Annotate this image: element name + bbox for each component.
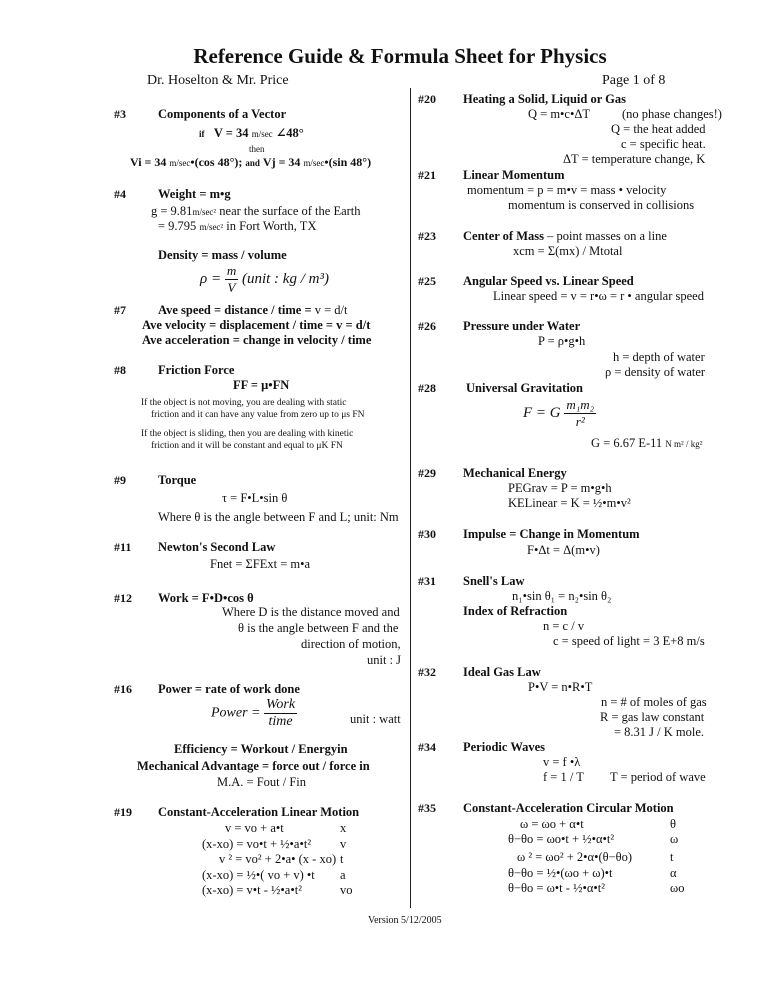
section-number: #19 xyxy=(114,805,132,819)
period-note: T = period of wave xyxy=(610,770,706,784)
section-number: #9 xyxy=(114,473,126,487)
section-number: #32 xyxy=(418,665,436,679)
angular-speed-formula: Linear speed = v = r•ω = r • angular speed xyxy=(493,289,704,303)
ma-formula: M.A. = Fout / Fin xyxy=(217,775,307,789)
density-heading: Density = mass / volume xyxy=(158,248,287,262)
missing-variable: α xyxy=(670,866,677,880)
gravitational-constant: G = 6.67 E-11 N m² / kg² xyxy=(591,436,703,450)
section-number: #7 xyxy=(114,303,126,317)
gas-constant: = 8.31 J / K mole. xyxy=(614,725,705,739)
heat-formula: Q = m•c•ΔT xyxy=(528,107,591,121)
work-note: direction of motion, xyxy=(301,637,401,651)
missing-variable: a xyxy=(340,868,346,882)
work-note: Where D is the distance moved and xyxy=(222,605,400,619)
column-divider xyxy=(410,88,411,908)
section-number: #23 xyxy=(418,229,436,243)
authors: Dr. Hoselton & Mr. Price xyxy=(147,73,289,88)
velocity-formula: Ave velocity = displacement / time = v = d/t xyxy=(142,318,371,332)
pressure-variable: h = depth of water xyxy=(613,350,705,364)
section-number: #28 xyxy=(418,381,436,395)
gravity-fort-worth: = 9.795 m/sec² in Fort Worth, TX xyxy=(158,219,317,233)
section-number: #3 xyxy=(114,107,126,121)
heat-variable: ΔT = temperature change, K xyxy=(563,152,706,166)
section-heading: Linear Momentum xyxy=(463,168,565,182)
section-heading: Torque xyxy=(158,473,197,487)
section-number: #25 xyxy=(418,274,436,288)
section-heading: Constant-Acceleration Circular Motion xyxy=(463,801,674,815)
kinetic-friction-note: If the object is sliding, then you are dealing with kinetic xyxy=(141,429,354,439)
section-number: #20 xyxy=(418,92,436,106)
section-number: #8 xyxy=(114,363,126,377)
phase-note: (no phase changes!) xyxy=(622,107,722,121)
section-heading: Friction Force xyxy=(158,363,235,377)
section-heading: Heating a Solid, Liquid or Gas xyxy=(463,92,627,106)
refraction-formula: n = c / v xyxy=(543,619,585,633)
circular-equation: ω ² = ωo² + 2•α•(θ−θo) xyxy=(517,850,633,864)
section-heading: Impulse = Change in Momentum xyxy=(463,527,640,541)
wave-formula: v = f •λ xyxy=(543,755,581,769)
section-number: #21 xyxy=(418,168,436,182)
section-heading: Center of Mass – point masses on a line xyxy=(463,229,667,243)
heat-variable: Q = the heat added xyxy=(611,122,706,136)
section-heading: Universal Gravitation xyxy=(466,381,584,395)
potential-energy-formula: PEGrav = P = m•g•h xyxy=(508,481,612,495)
density-formula: ρ = $\frac{m}{V}$ (unit : kg / m³) xyxy=(200,263,329,295)
section-number: #31 xyxy=(418,574,436,588)
section-number: #12 xyxy=(114,591,132,605)
circular-equation: θ−θo = ½•(ωo + ω)•t xyxy=(508,866,613,880)
missing-variable: ωo xyxy=(670,881,685,895)
frequency-formula: f = 1 / T xyxy=(543,770,584,784)
work-unit: unit : J xyxy=(367,653,402,667)
kinematic-equation: (x-xo) = v•t - ½•a•t² xyxy=(202,883,302,897)
missing-variable: x xyxy=(340,821,347,835)
section-heading: Pressure under Water xyxy=(463,319,581,333)
mechanical-advantage: Mechanical Advantage = force out / force in xyxy=(137,759,370,773)
speed-of-light: c = speed of light = 3 E+8 m/s xyxy=(553,634,705,648)
circular-equation: θ−θo = ωo•t + ½•α•t² xyxy=(508,832,615,846)
section-heading: Components of a Vector xyxy=(158,107,287,121)
section-number: #26 xyxy=(418,319,436,333)
section-number: #30 xyxy=(418,527,436,541)
kinetic-energy-formula: KELinear = K = ½•m•v² xyxy=(508,496,631,510)
kinematic-equation: v = vo + a•t xyxy=(225,821,284,835)
kinematic-equation: v ² = vo² + 2•a• (x - xo) xyxy=(219,852,337,866)
section-heading: Mechanical Energy xyxy=(463,466,567,480)
acceleration-formula: Ave acceleration = change in velocity / time xyxy=(142,333,372,347)
section-heading: Ideal Gas Law xyxy=(463,665,541,679)
static-friction-note: friction and it can have any value from zero up to μs FN xyxy=(151,410,365,420)
page-title: Reference Guide & Formula Sheet for Physics xyxy=(193,44,607,68)
missing-variable: t xyxy=(670,850,674,864)
missing-variable: ω xyxy=(670,832,679,846)
impulse-formula: F•Δt = Δ(m•v) xyxy=(527,543,600,557)
center-of-mass-formula: xcm = Σ(mx) / Mtotal xyxy=(513,244,623,258)
section-number: #11 xyxy=(114,540,132,554)
static-friction-note: If the object is not moving, you are dealing with static xyxy=(141,398,347,408)
torque-note: Where θ is the angle between F and L; unit: Nm xyxy=(158,510,399,524)
section-heading: Periodic Waves xyxy=(463,740,546,754)
missing-variable: t xyxy=(340,852,344,866)
missing-variable: v xyxy=(340,837,347,851)
speed-formula: Ave speed = distance / time = v = d/t xyxy=(158,303,348,317)
torque-formula: τ = F•L•sin θ xyxy=(222,491,288,505)
page-number: Page 1 of 8 xyxy=(602,73,666,88)
section-heading: Index of Refraction xyxy=(463,604,568,618)
pressure-formula: P = ρ•g•h xyxy=(538,334,586,348)
section-heading: Angular Speed vs. Linear Speed xyxy=(463,274,634,288)
momentum-note: momentum is conserved in collisions xyxy=(508,198,695,212)
section-number: #16 xyxy=(114,682,132,696)
section-number: #35 xyxy=(418,801,436,815)
section-heading: Newton's Second Law xyxy=(158,540,276,554)
heat-variable: c = specific heat. xyxy=(621,137,706,151)
vector-given: if V = 34 m/sec ∠48° xyxy=(199,126,304,140)
section-heading: Work = F•D•cos θ xyxy=(158,591,254,605)
snell-formula: n₁•sin θ₁ = n₂•sin θ₂ xyxy=(512,589,612,603)
section-number: #34 xyxy=(418,740,436,754)
missing-variable: vo xyxy=(340,883,353,897)
section-number: #29 xyxy=(418,466,436,480)
then-label: then xyxy=(249,144,265,154)
power-unit: unit : watt xyxy=(350,712,401,726)
section-heading: Weight = m•g xyxy=(158,187,231,201)
gravity-earth: g = 9.81m/sec² near the surface of the Earth xyxy=(151,204,361,218)
kinematic-equation: (x-xo) = vo•t + ½•a•t² xyxy=(202,837,312,851)
vector-components: Vi = 34 m/sec•(cos 48°); and Vj = 34 m/sec•(sin 48°) xyxy=(130,155,372,169)
work-note: θ is the angle between F and the xyxy=(238,621,399,635)
kinetic-friction-note: friction and it will be constant and equal to μK FN xyxy=(151,441,343,451)
section-heading: Power = rate of work done xyxy=(158,682,300,696)
momentum-formula: momentum = p = m•v = mass • velocity xyxy=(467,183,667,197)
kinematic-equation: (x-xo) = ½•( vo + v) •t xyxy=(202,868,315,882)
power-formula: Power = $\frac{\text{Work}}{\text{time}}$ xyxy=(211,697,296,729)
section-heading: Snell's Law xyxy=(463,574,525,588)
version-footer: Version 5/12/2005 xyxy=(368,915,442,926)
gas-variable: R = gas law constant xyxy=(600,710,705,724)
gas-variable: n = # of moles of gas xyxy=(601,695,707,709)
newton-formula: Fnet = ΣFExt = m•a xyxy=(210,557,311,571)
missing-variable: θ xyxy=(670,817,676,831)
gravitation-formula: F = G $\frac{\text{m₁m₂}}{\text{r²}}$ xyxy=(523,397,595,429)
pressure-variable: ρ = density of water xyxy=(605,365,706,379)
gas-law-formula: P•V = n•R•T xyxy=(528,680,593,694)
section-number: #4 xyxy=(114,187,126,201)
circular-equation: ω = ωo + α•t xyxy=(520,817,584,831)
efficiency-formula: Efficiency = Workout / Energyin xyxy=(174,742,348,756)
friction-formula: FF = μ•FN xyxy=(233,378,290,392)
section-heading: Constant-Acceleration Linear Motion xyxy=(158,805,360,819)
circular-equation: θ−θo = ω•t - ½•α•t² xyxy=(508,881,605,895)
